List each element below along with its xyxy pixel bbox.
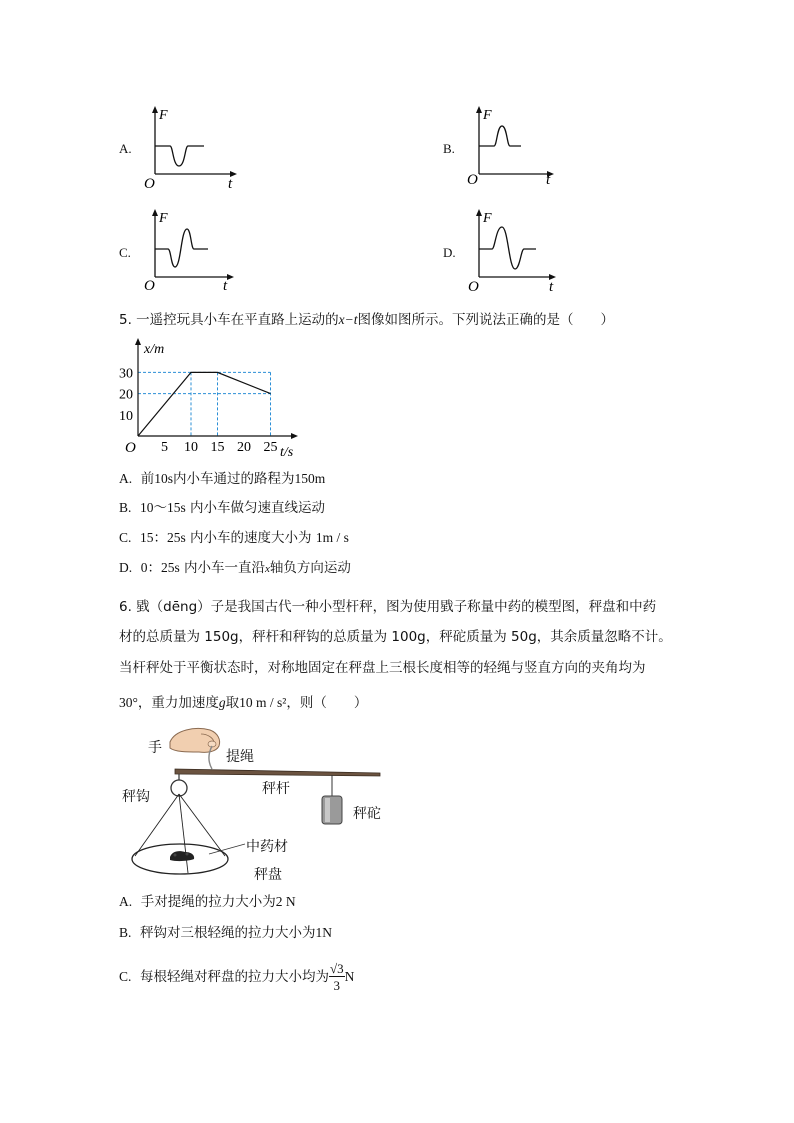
- origin-label: O: [144, 176, 155, 192]
- option-a-graph: [140, 104, 250, 196]
- q6-line-2: 材的总质量为 150g，秤杆和秤钩的总质量为 100g，秤砣质量为 50g，其余质量忽略不计。: [119, 629, 672, 645]
- label-pan: 秤盘: [254, 867, 282, 883]
- option-c-label[interactable]: C.: [119, 245, 131, 260]
- fraction-denominator: 3: [333, 978, 341, 993]
- q5-option-d[interactable]: [119, 561, 351, 576]
- option-math: 10s: [154, 471, 173, 486]
- x-tick-label: 20: [237, 440, 251, 455]
- option-pre: 前: [140, 471, 155, 487]
- x-axis-label: t: [546, 172, 551, 188]
- option-math: 1N: [315, 925, 332, 940]
- stem-prefix: 5. 一遥控玩具小车在平直路上运动的: [119, 312, 339, 328]
- q5-option-a[interactable]: [119, 472, 325, 487]
- label-medicine: 中药材: [246, 839, 288, 855]
- q6-option-b[interactable]: [119, 926, 332, 941]
- x-axis-label: t: [223, 278, 228, 294]
- option-text: 秤钩对三根轻绳的拉力大小为: [139, 925, 316, 941]
- line4-a: 30°，重力加速度: [119, 695, 219, 710]
- option-math: 2 N: [275, 894, 296, 909]
- q6-option-a[interactable]: [119, 895, 296, 910]
- option-c-graph: [140, 207, 250, 299]
- q6-option-c[interactable]: [119, 962, 354, 992]
- line4-val: 10 m / s²: [239, 695, 287, 710]
- q5-option-c[interactable]: [119, 531, 349, 546]
- x-axis-label: t: [228, 176, 233, 192]
- option-label: A.: [119, 471, 133, 486]
- series-line: [138, 372, 271, 436]
- option-text: 手对提绳的拉力大小为: [140, 894, 276, 910]
- option-d-graph: [464, 207, 574, 299]
- label-hand: 手: [148, 740, 162, 756]
- label-weight: 秤砣: [353, 806, 381, 822]
- option-label: D.: [119, 560, 133, 575]
- fraction-numerator: √3: [329, 961, 344, 976]
- y-axis-label: F: [483, 108, 492, 123]
- y-axis-label: x/m: [144, 342, 165, 357]
- option-math2: x: [265, 563, 270, 575]
- option-math2: 150m: [294, 471, 326, 486]
- option-math: 10～15s: [139, 500, 186, 515]
- y-axis-label: F: [159, 211, 168, 226]
- y-axis-label: F: [159, 108, 168, 123]
- q6-line-3: 当杆秤处于平衡状态时，对称地固定在秤盘上三根长度相等的轻绳与竖直方向的夹角均为: [119, 660, 646, 676]
- option-math: 0：25s: [140, 560, 180, 575]
- q6-line-4: [119, 691, 367, 711]
- question-5-stem: [119, 313, 614, 328]
- option-label: B.: [119, 500, 132, 515]
- x-tick-label: 25: [263, 440, 278, 455]
- option-text: 内小车做匀速直线运动: [190, 500, 326, 516]
- y-tick-label: 30: [119, 366, 133, 382]
- stem-suffix: 图像如图所示。下列说法正确的是（ ）: [357, 312, 615, 328]
- label-hook: 秤钩: [122, 789, 150, 805]
- line4-c: ，则（ ）: [286, 695, 368, 711]
- option-d-label[interactable]: D.: [443, 245, 456, 260]
- option-text: 内小车一直沿: [184, 560, 266, 576]
- x-tick-label: 5: [161, 440, 168, 455]
- y-axis-label: F: [483, 211, 492, 226]
- x-axis-label: t/s: [280, 445, 294, 460]
- line4-b: 取: [225, 695, 240, 711]
- option-text2: 轴负方向运动: [269, 560, 351, 576]
- option-label: C.: [119, 530, 132, 545]
- y-tick-label: 10: [119, 408, 133, 424]
- label-beam: 秤杆: [262, 781, 290, 797]
- option-unit: N: [344, 969, 355, 984]
- q5-option-b[interactable]: [119, 501, 325, 516]
- origin-label: O: [468, 279, 479, 295]
- xt-chart: [118, 336, 308, 465]
- option-text: 内小车通过的路程为: [172, 471, 295, 487]
- stem-math: x−t: [338, 312, 358, 327]
- x-tick-label: 15: [210, 440, 225, 455]
- option-b-label[interactable]: B.: [443, 141, 455, 156]
- option-a-label[interactable]: A.: [119, 141, 132, 156]
- origin-label: O: [467, 172, 478, 188]
- option-math2: 1m / s: [315, 530, 349, 545]
- option-b-graph: [464, 104, 574, 196]
- option-text: 每根轻绳对秤盘的拉力大小均为: [139, 969, 329, 985]
- option-label: C.: [119, 969, 132, 984]
- option-label: A.: [119, 894, 133, 909]
- origin-label: O: [144, 278, 155, 294]
- option-label: B.: [119, 925, 132, 940]
- origin-label: O: [125, 440, 136, 456]
- option-text: 内小车的速度大小为: [190, 530, 312, 546]
- option-math: 15：25s: [139, 530, 186, 545]
- line4-g: g: [218, 695, 226, 710]
- y-tick-label: 20: [119, 387, 133, 403]
- label-lift-rope: 提绳: [226, 749, 254, 765]
- x-axis-label: t: [549, 279, 554, 295]
- fraction: [329, 962, 345, 992]
- q6-line-1: 6. 戥（dēng）子是我国古代一种小型杆秤，图为使用戥子称量中药的模型图，秤盘和中药: [119, 599, 657, 615]
- x-tick-label: 10: [184, 440, 198, 455]
